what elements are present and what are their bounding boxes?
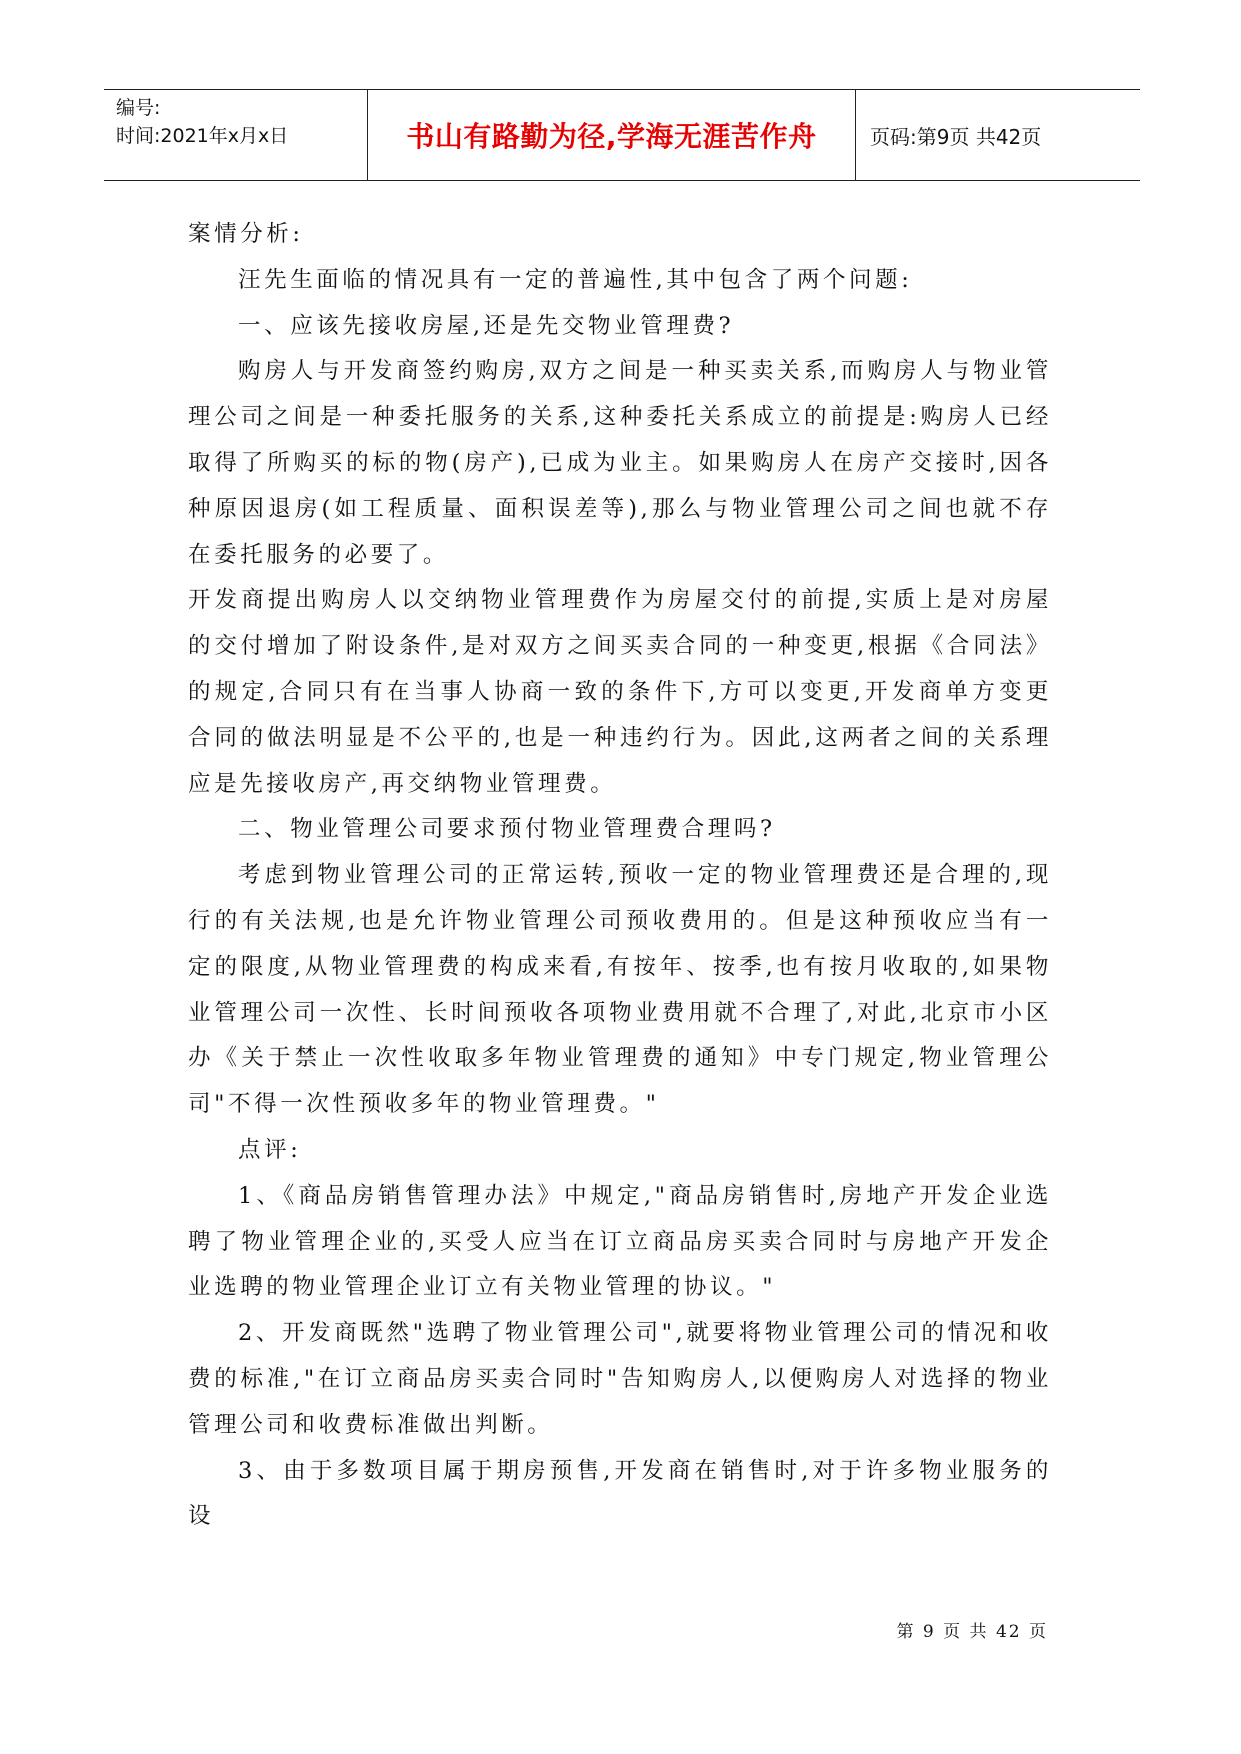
question-heading-1: 一、应该先接收房屋,还是先交物业管理费? [238,312,735,339]
paragraph: 考虑到物业管理公司的正常运转,预收一定的物业管理费还是合理的,现行的有关法规,也是允许物业管理公司预收费用的。但是这种预收应当有一定的限度,从物业管理费的构成来看,有按年、按季,也有按月收取的,如果物业管理公司一次性、长时间预收各项物业费用就不合理了,对此,北京市小区办《关于禁止一次性收取多年物业管理费的通知》中专门规定,物业管理公司"不得一次性预收多年的物业管理费。" [188,862,1052,1118]
comment-item-1: 1、《商品房销售管理办法》中规定,"商品房销售时,房地产开发企业选聘了物业管理企业的,买受人应当在订立商品房买卖合同时与房地产开发企业选聘的物业管理企业订立有关物业管理的协议。" [188,1182,1052,1301]
document-number-label: 编号: [116,97,161,119]
section-heading-comment: 点评: [238,1136,302,1163]
page-footer-number: 第 9 页 共 42 页 [896,1622,1048,1642]
document-time-label: 时间:2021年x月x日 [116,125,289,147]
header-page-info: 页码:第9页 共42页 [870,124,1042,149]
header-motto: 书山有路勤为径,学海无涯苦作舟 [368,90,856,180]
paragraph: 开发商提出购房人以交纳物业管理费作为房屋交付的前提,实质上是对房屋的交付增加了附设条件,是对双方之间买卖合同的一种变更,根据《合同法》的规定,合同只有在当事人协商一致的条件下,方可以变更,开发商单方变更合同的做法明显是不公平的,也是一种违约行为。因此,这两者之间的关系理应是先接收房产,再交纳物业管理费。 [188,587,1052,797]
header-meta [104,90,368,180]
section-heading-case-analysis: 案情分析: [188,221,304,247]
paragraph: 购房人与开发商签约购房,双方之间是一种买卖关系,而购房人与物业管理公司之间是一种委托服务的关系,这种委托关系成立的前提是:购房人已经取得了所购买的标的物(房产),已成为业主。如果购房人在房产交接时,因各种原因退房(如工程质量、面积误差等),那么与物业管理公司之间也就不存在委托服务的必要了。 [188,358,1052,568]
paragraph: 汪先生面临的情况具有一定的普遍性,其中包含了两个问题: [238,266,913,293]
question-heading-2: 二、物业管理公司要求预付物业管理费合理吗? [238,816,776,843]
comment-item-2: 2、开发商既然"选聘了物业管理公司",就要将物业管理公司的情况和收费的标准,"在订立商品房买卖合同时"告知购房人,以便购房人对选择的物业管理公司和收费标准做出判断。 [188,1320,1052,1438]
page-header [104,89,1140,181]
comment-item-3: 3、由于多数项目属于期房预售,开发商在销售时,对于许多物业服务的设 [188,1457,1052,1530]
document-body [188,212,1052,1540]
